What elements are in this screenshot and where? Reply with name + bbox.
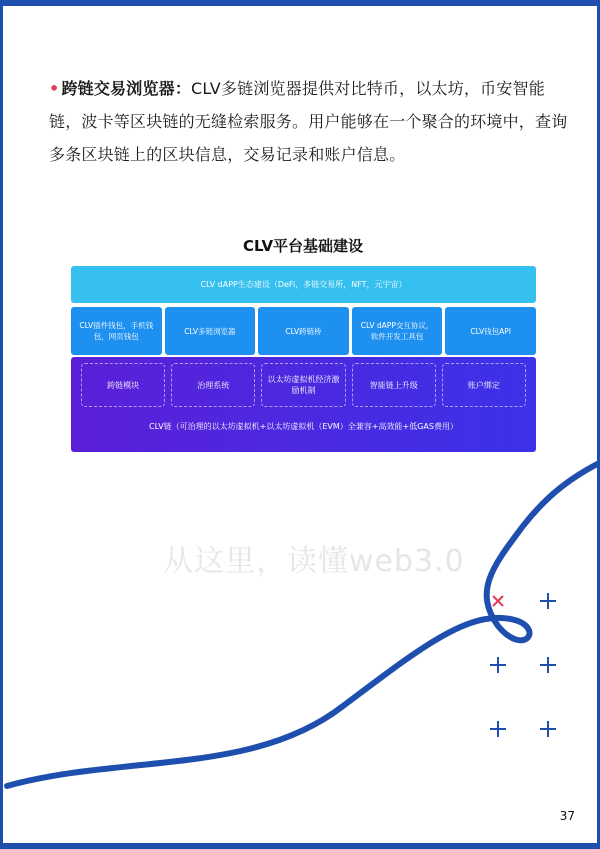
wallet-box: CLV插件钱包，手机钱包，网页钱包 [71, 307, 162, 355]
chain-label: CLV链（可治理的以太坊虚拟机+以太坊虚拟机（EVM）全兼容+高效能+低GAS费用） [149, 422, 458, 431]
decorative-curve-graphic [3, 6, 597, 843]
bridge-box: CLV跨链桥 [258, 307, 349, 355]
explorer-box: CLV多链浏览器 [165, 307, 256, 355]
module-account-binding: 账户绑定 [442, 363, 526, 407]
module-evm-incentive: 以太坊虚拟机经济激励机制 [261, 363, 345, 407]
page-number: 37 [559, 809, 575, 823]
paragraph-label: 跨链交易浏览器： [61, 79, 192, 98]
wallet-api-box: CLV钱包API [445, 307, 536, 355]
decorative-swoosh [7, 461, 597, 786]
bullet-marker: • [49, 79, 60, 98]
module-upgrade: 智能链上升级 [352, 363, 436, 407]
sdk-box: CLV dAPP交互协议，软件开发工具包 [352, 307, 443, 355]
x-mark-icon [493, 596, 503, 606]
paragraph-text: CLV多链浏览器提供对比特币，以太坊，币安智能链，波卡等区块链的无缝检索服务。用户能够在一个聚合的环境中，查询多条区块链上的区块信息，交易记录和账户信息。 [49, 79, 568, 164]
plus-icon-grid [490, 593, 556, 737]
module-governance: 治理系统 [171, 363, 255, 407]
watermark-text: 从这里，读懂web3.0 [163, 544, 465, 579]
dapp-ecosystem-row: CLV dAPP生态建设（DeFi，多链交易所，NFT，元宇宙） [71, 266, 536, 303]
diagram-title: CLV平台基础建设 [242, 237, 364, 255]
module-cross-chain: 跨链模块 [81, 363, 165, 407]
